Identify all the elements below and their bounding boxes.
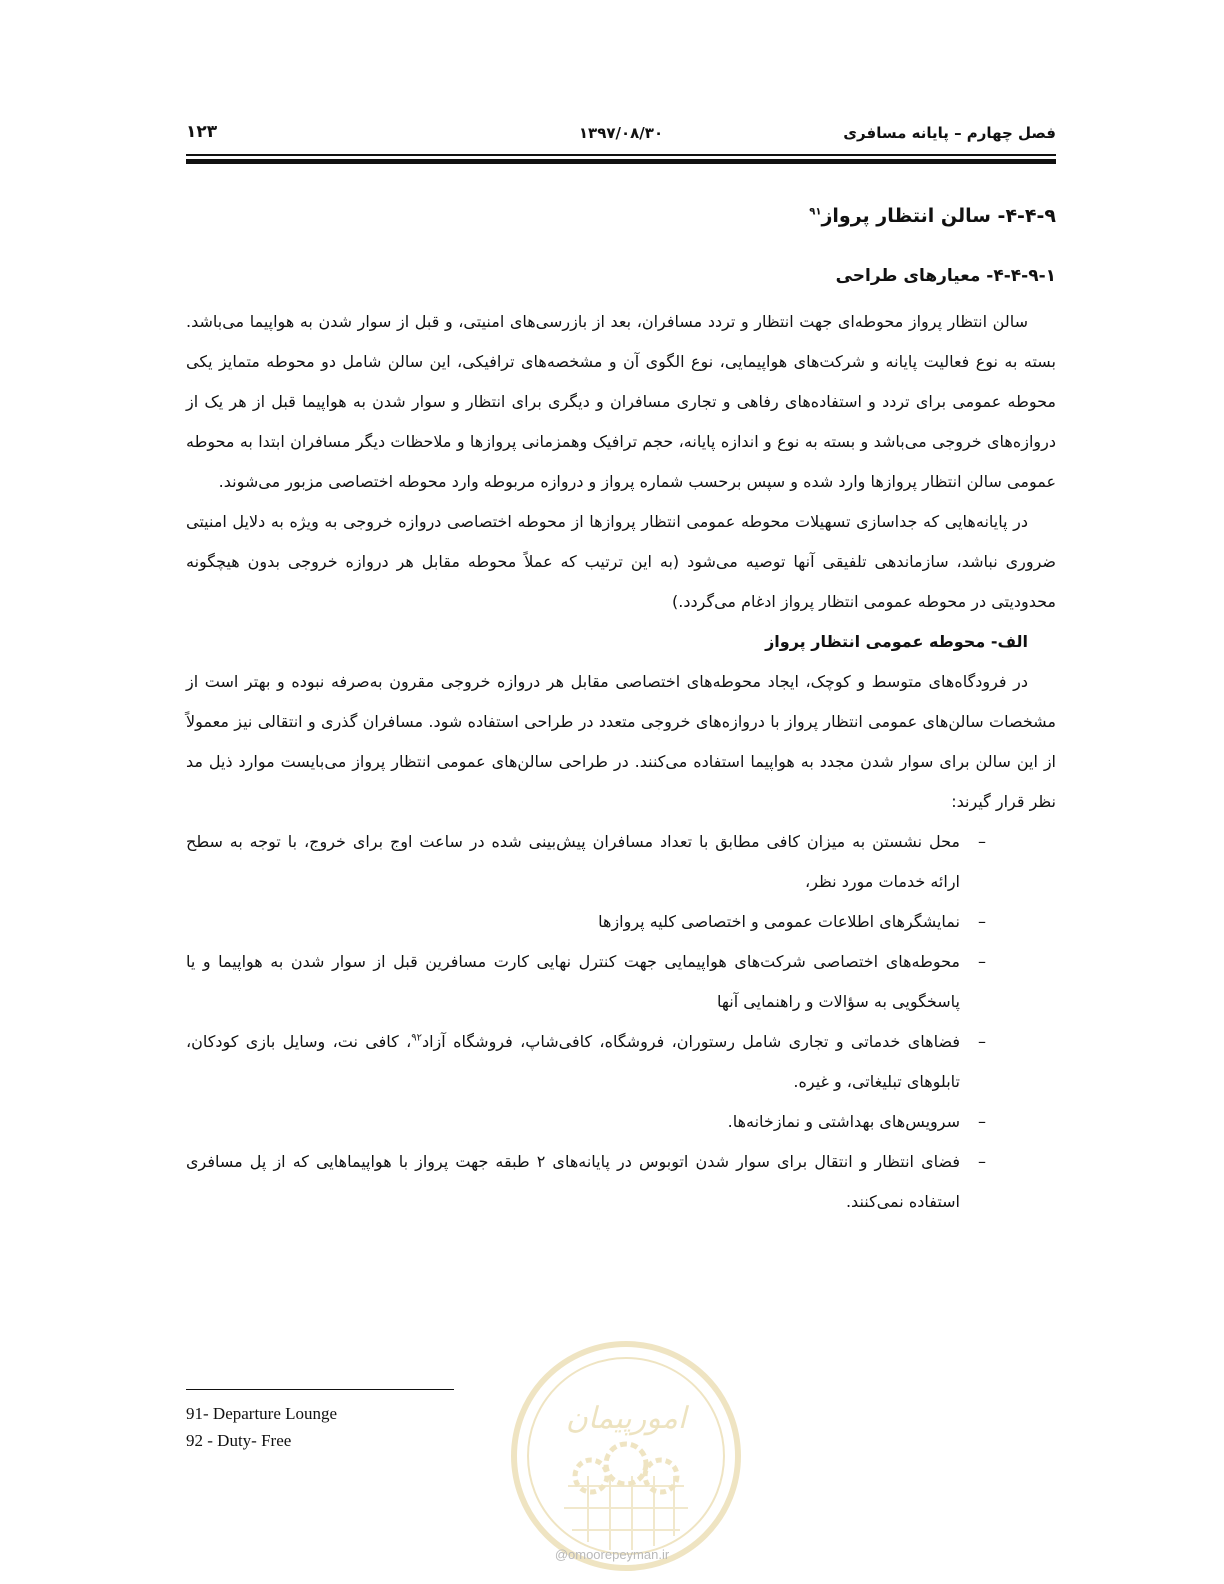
list-item <box>186 822 1056 902</box>
header-date: ۱۳۹۷/۰۸/۳۰ <box>578 124 664 142</box>
list-item-text-cont: ، کافی نت، وسایل بازی کودکان، تابلوهای تبلیغاتی، و غیره. <box>186 1032 960 1091</box>
bullet-dash: – <box>978 952 986 971</box>
paragraph-2: در پایانه‌هایی که جداسازی تسهیلات محوطه عمومی انتظار پروازها از محوطه اختصاصی دروازه خروجی به ویژه به دلایل امنیتی ضروری نباشد، سازماندهی تلفیقی آنها توصیه می‌شود (به این ترتیب که عملاً محوطه مقابل هر دروازه خروجی بدون هیچگونه محدودیتی در محوطه عمومی انتظار پرواز ادغام می‌گردد.) <box>186 512 1056 611</box>
footnote-92: 92 - Duty- Free <box>186 1431 292 1450</box>
footnote-ref-91: ۹۱ <box>809 206 822 218</box>
list-item <box>186 942 1056 1022</box>
running-header <box>186 120 1056 148</box>
sub-heading: الف- محوطه عمومی انتظار پرواز <box>765 632 1028 651</box>
requirements-list <box>186 822 1056 1222</box>
list-item-text: فضاهای خدماتی و تجاری شامل رستوران، فروشگاه، کافی‌شاپ، فروشگاه آزاد <box>421 1032 960 1051</box>
footnote-91: 91- Departure Lounge <box>186 1404 338 1423</box>
bullet-dash: – <box>978 1032 986 1051</box>
subsection-title: ۴-۴-۹-۱- معیارهای طراحی <box>835 266 1056 286</box>
section-title-text: ۴-۴-۹- سالن انتظار پرواز <box>821 205 1056 227</box>
bullet-dash: – <box>978 1112 986 1131</box>
paragraph-3: در فرودگاه‌های متوسط و کوچک، ایجاد محوطه‌های اختصاصی مقابل هر دروازه خروجی مقرون به‌صرفه نبوده و بهتر است از مشخصات سالن‌های عمومی انتظار پرواز با دروازه‌های خروجی متعدد در طراحی استفاده شود. مسافران گذری و انتقالی نیز معمولاً از این سالن برای سوار شدن مجدد به هواپیما استفاده می‌کنند. در طراحی سالن‌های عمومی انتظار پرواز می‌بایست موارد ذیل مد نظر قرار گیرند: <box>186 672 1056 811</box>
footnote-ref-92: ۹۲ <box>411 1032 422 1044</box>
section-title <box>186 196 1056 236</box>
watermark-logo-icon <box>506 1336 746 1576</box>
list-item <box>186 1102 1056 1142</box>
watermark-logo-text: امورپیمان <box>565 1401 687 1436</box>
list-item-text: محوطه‌های اختصاصی شرکت‌های هواپیمایی جهت کنترل نهایی کارت مسافرین قبل از سوار شدن به هواپیما و یا پاسخگویی به سؤالات و راهنمایی آنها <box>186 952 960 1011</box>
paragraph-1: سالن انتظار پرواز محوطه‌ای جهت انتظار و تردد مسافران، بعد از بازرسی‌های امنیتی، و قبل از سوار شدن به هواپیما می‌باشد. بسته به نوع فعالیت پایانه و شرکت‌های هواپیمایی، نوع الگوی آن و مشخصه‌های ترافیکی، این سالن شامل دو محوطه متمایز یکی محوطه عمومی برای تردد و استفاده‌های رفاهی و تجاری مسافران و دیگری برای انتظار و سوار شدن به هواپیما قبل از هر یک از دروازه‌های خروجی می‌باشد و بسته به نوع و اندازه پایانه، حجم ترافیک وهمزمانی پروازها و ملاحظات دیگر مسافران ابتدا به محوطه عمومی سالن انتظار پروازها وارد شده و سپس برحسب شماره پرواز و دروازه مربوطه وارد محوطه اختصاصی مزبور می‌شوند. <box>186 312 1056 491</box>
watermark-site: @omoorepeyman.ir <box>554 1547 670 1562</box>
bullet-dash: – <box>978 1152 986 1171</box>
list-item <box>186 1142 1056 1222</box>
list-item <box>186 1022 1056 1102</box>
header-rule-thin <box>186 154 1056 156</box>
list-item-text: سرویس‌های بهداشتی و نمازخانه‌ها. <box>727 1112 960 1131</box>
chapter-title: فصل چهارم – پایانه مسافری <box>843 124 1056 142</box>
page-body <box>186 196 1056 1222</box>
page-number: ۱۲۳ <box>186 122 218 142</box>
list-item-text: نمایشگرهای اطلاعات عمومی و اختصاصی کلیه پروازها <box>598 912 960 931</box>
bullet-dash: – <box>978 912 986 931</box>
header-rule-thick <box>186 159 1056 164</box>
list-item-text: فضای انتظار و انتقال برای سوار شدن اتوبوس در پایانه‌های ۲ طبقه جهت پرواز با هواپیماهایی که از پل مسافری استفاده نمی‌کنند. <box>186 1152 960 1211</box>
bullet-dash: – <box>978 832 986 851</box>
list-item-text: محل نشستن به میزان کافی مطابق با تعداد مسافران پیش‌بینی شده در ساعت اوج برای خروج، با توجه به سطح ارائه خدمات مورد نظر، <box>186 832 960 891</box>
footnotes <box>186 1400 337 1454</box>
list-item <box>186 902 1056 942</box>
footnote-rule <box>186 1389 454 1390</box>
